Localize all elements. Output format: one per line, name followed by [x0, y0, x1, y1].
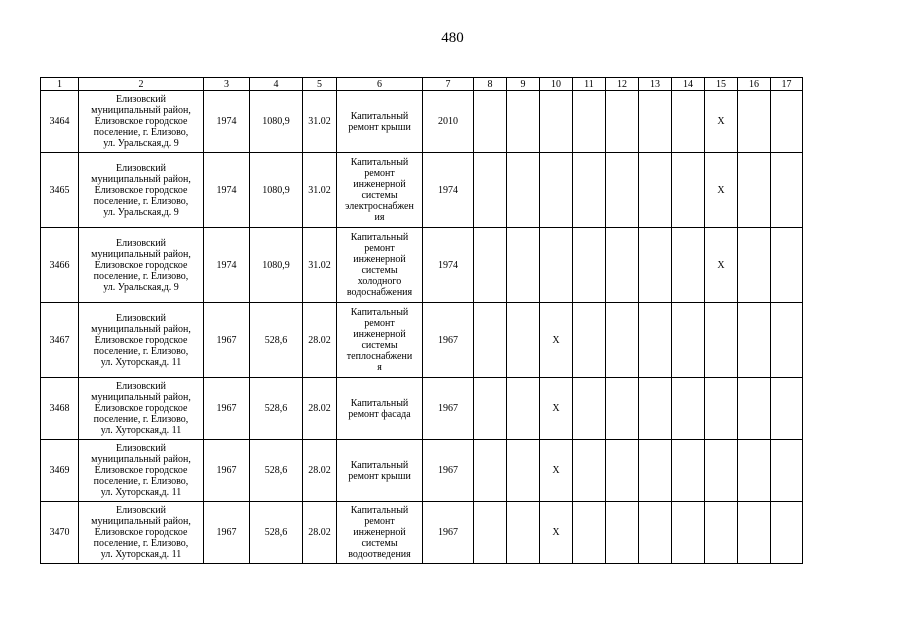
empty-cell: [705, 303, 738, 378]
empty-cell: [672, 303, 705, 378]
work-type-cell: Капитальный ремонт крыши: [337, 91, 423, 153]
column-number-header: 9: [507, 78, 540, 91]
empty-cell: [738, 378, 771, 440]
empty-cell: [474, 440, 507, 502]
work-type-cell: Капитальный ремонт фасада: [337, 378, 423, 440]
empty-cell: [639, 378, 672, 440]
empty-cell: [606, 153, 639, 228]
empty-cell: [639, 91, 672, 153]
build-year-cell: 1967: [204, 440, 250, 502]
column-number-header: 17: [771, 78, 803, 91]
empty-cell: [771, 440, 803, 502]
empty-cell: [474, 228, 507, 303]
mark-cell: X: [705, 91, 738, 153]
mark-cell: X: [705, 228, 738, 303]
column-number-header: 6: [337, 78, 423, 91]
empty-cell: [573, 502, 606, 564]
table-row: [41, 303, 803, 378]
year-cell: 1967: [423, 303, 474, 378]
empty-cell: [540, 91, 573, 153]
empty-cell: [474, 303, 507, 378]
address-cell: Елизовский муниципальный район, Елизовское городское поселение, г. Елизово, ул. Хуторская,д. 11: [79, 378, 204, 440]
empty-cell: [639, 228, 672, 303]
empty-cell: [606, 378, 639, 440]
area-cell: 528,6: [250, 440, 303, 502]
table-row: [41, 378, 803, 440]
empty-cell: [672, 153, 705, 228]
work-type-cell: Капитальный ремонт инженерной системы электроснабжен ия: [337, 153, 423, 228]
empty-cell: [771, 91, 803, 153]
row-number-cell: 3467: [41, 303, 79, 378]
empty-cell: [573, 440, 606, 502]
empty-cell: [705, 378, 738, 440]
work-type-cell: Капитальный ремонт крыши: [337, 440, 423, 502]
empty-cell: [738, 502, 771, 564]
code-cell: 31.02: [303, 153, 337, 228]
empty-cell: [507, 153, 540, 228]
empty-cell: [507, 91, 540, 153]
empty-cell: [738, 153, 771, 228]
column-number-row: [41, 78, 803, 91]
build-year-cell: 1974: [204, 153, 250, 228]
column-number-header: 2: [79, 78, 204, 91]
empty-cell: [474, 502, 507, 564]
empty-cell: [705, 502, 738, 564]
address-cell: Елизовский муниципальный район, Елизовское городское поселение, г. Елизово, ул. Уральская,д. 9: [79, 91, 204, 153]
table-row: [41, 440, 803, 502]
work-type-cell: Капитальный ремонт инженерной системы теплоснабжени я: [337, 303, 423, 378]
empty-cell: [771, 228, 803, 303]
column-number-header: 13: [639, 78, 672, 91]
row-number-cell: 3465: [41, 153, 79, 228]
column-number-header: 11: [573, 78, 606, 91]
column-number-header: 14: [672, 78, 705, 91]
empty-cell: [540, 228, 573, 303]
column-number-header: 3: [204, 78, 250, 91]
empty-cell: [606, 228, 639, 303]
empty-cell: [606, 440, 639, 502]
column-number-header: 1: [41, 78, 79, 91]
area-cell: 528,6: [250, 378, 303, 440]
address-cell: Елизовский муниципальный район, Елизовское городское поселение, г. Елизово, ул. Хуторская,д. 11: [79, 502, 204, 564]
build-year-cell: 1974: [204, 228, 250, 303]
empty-cell: [672, 440, 705, 502]
empty-cell: [507, 440, 540, 502]
empty-cell: [771, 303, 803, 378]
column-number-header: 8: [474, 78, 507, 91]
empty-cell: [771, 153, 803, 228]
year-cell: 1967: [423, 378, 474, 440]
column-number-header: 5: [303, 78, 337, 91]
row-number-cell: 3464: [41, 91, 79, 153]
year-cell: 2010: [423, 91, 474, 153]
empty-cell: [573, 153, 606, 228]
empty-cell: [639, 502, 672, 564]
table-row: [41, 91, 803, 153]
empty-cell: [738, 440, 771, 502]
empty-cell: [738, 91, 771, 153]
column-number-header: 16: [738, 78, 771, 91]
empty-cell: [573, 378, 606, 440]
mark-cell: X: [540, 378, 573, 440]
empty-cell: [474, 153, 507, 228]
empty-cell: [705, 440, 738, 502]
empty-cell: [474, 91, 507, 153]
empty-cell: [573, 91, 606, 153]
mark-cell: X: [540, 502, 573, 564]
empty-cell: [672, 228, 705, 303]
empty-cell: [738, 228, 771, 303]
code-cell: 28.02: [303, 440, 337, 502]
area-cell: 1080,9: [250, 91, 303, 153]
empty-cell: [540, 153, 573, 228]
empty-cell: [606, 502, 639, 564]
work-type-cell: Капитальный ремонт инженерной системы водоотведения: [337, 502, 423, 564]
address-cell: Елизовский муниципальный район, Елизовское городское поселение, г. Елизово, ул. Уральская,д. 9: [79, 228, 204, 303]
table-row: [41, 228, 803, 303]
year-cell: 1974: [423, 153, 474, 228]
code-cell: 31.02: [303, 228, 337, 303]
area-cell: 1080,9: [250, 153, 303, 228]
column-number-header: 4: [250, 78, 303, 91]
empty-cell: [672, 378, 705, 440]
empty-cell: [738, 303, 771, 378]
work-type-cell: Капитальный ремонт инженерной системы холодного водоснабжения: [337, 228, 423, 303]
area-cell: 1080,9: [250, 228, 303, 303]
repair-register-table: [40, 77, 803, 564]
year-cell: 1974: [423, 228, 474, 303]
area-cell: 528,6: [250, 303, 303, 378]
code-cell: 28.02: [303, 378, 337, 440]
empty-cell: [606, 303, 639, 378]
year-cell: 1967: [423, 502, 474, 564]
year-cell: 1967: [423, 440, 474, 502]
build-year-cell: 1974: [204, 91, 250, 153]
column-number-header: 7: [423, 78, 474, 91]
empty-cell: [771, 502, 803, 564]
build-year-cell: 1967: [204, 303, 250, 378]
column-number-header: 15: [705, 78, 738, 91]
column-number-header: 10: [540, 78, 573, 91]
empty-cell: [507, 378, 540, 440]
empty-cell: [507, 303, 540, 378]
row-number-cell: 3466: [41, 228, 79, 303]
row-number-cell: 3468: [41, 378, 79, 440]
empty-cell: [771, 378, 803, 440]
table-row: [41, 502, 803, 564]
empty-cell: [672, 502, 705, 564]
empty-cell: [639, 440, 672, 502]
address-cell: Елизовский муниципальный район, Елизовское городское поселение, г. Елизово, ул. Уральская,д. 9: [79, 153, 204, 228]
empty-cell: [507, 228, 540, 303]
row-number-cell: 3469: [41, 440, 79, 502]
row-number-cell: 3470: [41, 502, 79, 564]
address-cell: Елизовский муниципальный район, Елизовское городское поселение, г. Елизово, ул. Хуторская,д. 11: [79, 440, 204, 502]
code-cell: 28.02: [303, 502, 337, 564]
empty-cell: [639, 303, 672, 378]
column-number-header: 12: [606, 78, 639, 91]
empty-cell: [606, 91, 639, 153]
empty-cell: [573, 303, 606, 378]
build-year-cell: 1967: [204, 378, 250, 440]
empty-cell: [672, 91, 705, 153]
table-row: [41, 153, 803, 228]
page-number: 480: [441, 30, 464, 46]
empty-cell: [474, 378, 507, 440]
area-cell: 528,6: [250, 502, 303, 564]
mark-cell: X: [540, 440, 573, 502]
empty-cell: [639, 153, 672, 228]
empty-cell: [573, 228, 606, 303]
build-year-cell: 1967: [204, 502, 250, 564]
mark-cell: X: [540, 303, 573, 378]
address-cell: Елизовский муниципальный район, Елизовское городское поселение, г. Елизово, ул. Хуторская,д. 11: [79, 303, 204, 378]
empty-cell: [507, 502, 540, 564]
code-cell: 31.02: [303, 91, 337, 153]
code-cell: 28.02: [303, 303, 337, 378]
mark-cell: X: [705, 153, 738, 228]
